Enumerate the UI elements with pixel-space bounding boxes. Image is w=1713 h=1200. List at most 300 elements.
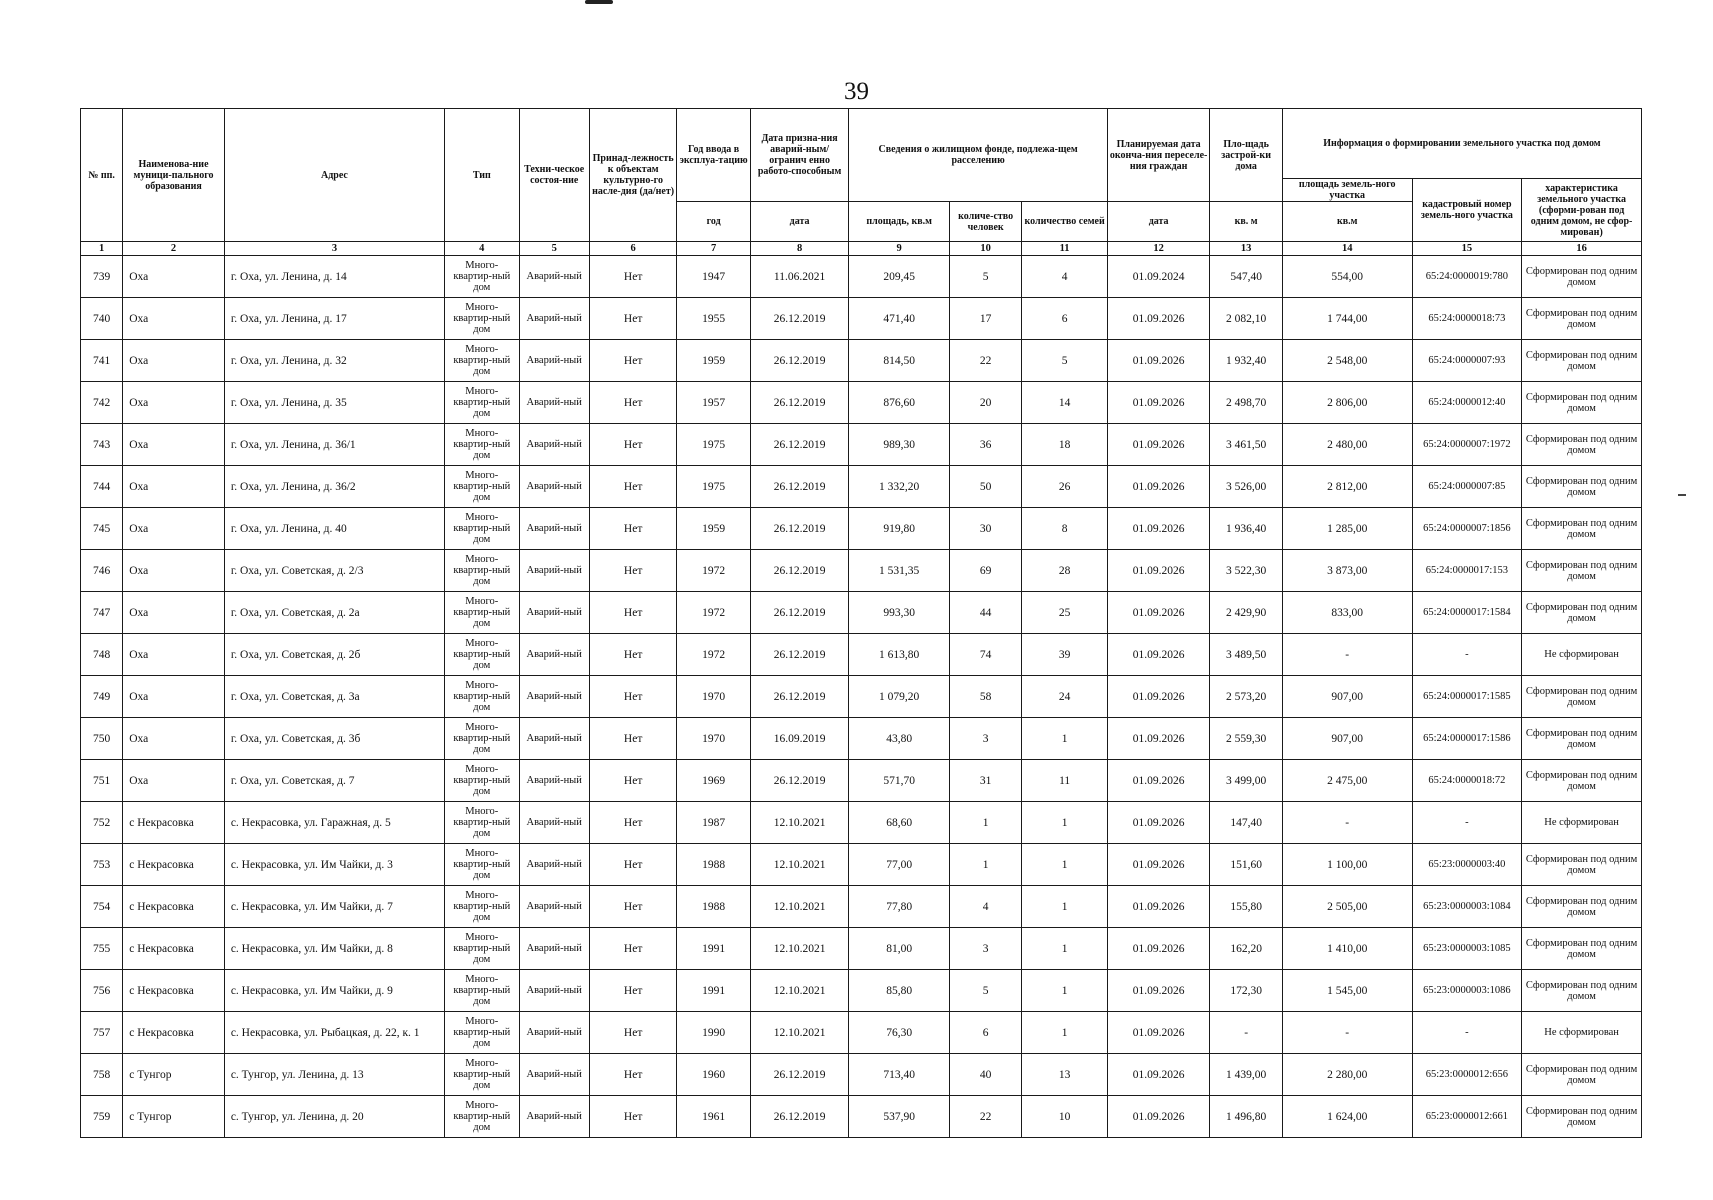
table-row (81, 634, 1642, 676)
built-area-cell: 2 573,20 (1210, 676, 1282, 718)
planned-date-cell: 01.09.2026 (1107, 592, 1210, 634)
housing-area-cell: 43,80 (849, 718, 950, 760)
cadastral-number-cell: 65:23:0000003:1084 (1412, 886, 1522, 928)
table-row (81, 1012, 1642, 1054)
table-row (81, 550, 1642, 592)
column-number: 6 (589, 242, 677, 256)
housing-area-cell: 76,30 (849, 1012, 950, 1054)
cultural-heritage-cell: Нет (589, 970, 677, 1012)
planned-date-cell: 01.09.2026 (1107, 1054, 1210, 1096)
building-type-cell: Много-квартир-ный дом (445, 802, 519, 844)
land-area-cell: 1 285,00 (1282, 508, 1412, 550)
row-number-cell: 744 (81, 466, 123, 508)
municipality-cell: Оха (123, 298, 225, 340)
people-count-cell: 44 (949, 592, 1021, 634)
family-count-cell: 1 (1022, 1012, 1107, 1054)
row-number-cell: 753 (81, 844, 123, 886)
family-count-cell: 4 (1022, 256, 1107, 298)
technical-state-cell: Аварий-ный (519, 844, 589, 886)
header-housing-info: Сведения о жилищном фонде, подлежа-щем расселению (849, 109, 1107, 202)
address-cell: с. Некрасовка, ул. Рыбацкая, д. 22, к. 1 (224, 1012, 444, 1054)
planned-date-cell: 01.09.2026 (1107, 424, 1210, 466)
table-row (81, 970, 1642, 1012)
emergency-date-cell: 26.12.2019 (750, 634, 849, 676)
land-characteristic-cell: Сформирован под одним домом (1522, 592, 1642, 634)
housing-area-cell: 68,60 (849, 802, 950, 844)
people-count-cell: 5 (949, 970, 1021, 1012)
land-area-cell: 2 812,00 (1282, 466, 1412, 508)
land-characteristic-cell: Сформирован под одним домом (1522, 298, 1642, 340)
housing-area-cell: 77,80 (849, 886, 950, 928)
commission-year-cell: 1961 (677, 1096, 750, 1138)
row-number-cell: 749 (81, 676, 123, 718)
housing-area-cell: 713,40 (849, 1054, 950, 1096)
people-count-cell: 58 (949, 676, 1021, 718)
table-row (81, 802, 1642, 844)
municipality-cell: Оха (123, 634, 225, 676)
row-number-cell: 752 (81, 802, 123, 844)
cultural-heritage-cell: Нет (589, 298, 677, 340)
cadastral-number-cell: 65:24:0000019:780 (1412, 256, 1522, 298)
cadastral-number-cell: 65:24:0000007:85 (1412, 466, 1522, 508)
building-type-cell: Много-квартир-ный дом (445, 298, 519, 340)
cultural-heritage-cell: Нет (589, 382, 677, 424)
housing-area-cell: 471,40 (849, 298, 950, 340)
built-area-cell: 3 489,50 (1210, 634, 1282, 676)
row-number-cell: 740 (81, 298, 123, 340)
cultural-heritage-cell: Нет (589, 802, 677, 844)
table-row (81, 676, 1642, 718)
land-characteristic-cell: Сформирован под одним домом (1522, 970, 1642, 1012)
row-number-cell: 746 (81, 550, 123, 592)
housing-area-cell: 1 332,20 (849, 466, 950, 508)
housing-area-cell: 1 613,80 (849, 634, 950, 676)
land-area-cell: 2 475,00 (1282, 760, 1412, 802)
address-cell: г. Оха, ул. Ленина, д. 36/1 (224, 424, 444, 466)
municipality-cell: с Некрасовка (123, 1012, 225, 1054)
cadastral-number-cell: 65:24:0000017:153 (1412, 550, 1522, 592)
row-number-cell: 757 (81, 1012, 123, 1054)
family-count-cell: 11 (1022, 760, 1107, 802)
land-area-cell: 1 624,00 (1282, 1096, 1412, 1138)
land-characteristic-cell: Сформирован под одним домом (1522, 466, 1642, 508)
building-type-cell: Много-квартир-ный дом (445, 634, 519, 676)
cultural-heritage-cell: Нет (589, 634, 677, 676)
header-land-info: Информация о формировании земельного участка под домом (1282, 109, 1641, 179)
land-area-cell: 2 505,00 (1282, 886, 1412, 928)
people-count-cell: 6 (949, 1012, 1021, 1054)
housing-register-table (80, 108, 1642, 1138)
planned-date-cell: 01.09.2026 (1107, 466, 1210, 508)
commission-year-cell: 1970 (677, 676, 750, 718)
emergency-date-cell: 12.10.2021 (750, 928, 849, 970)
family-count-cell: 26 (1022, 466, 1107, 508)
commission-year-cell: 1955 (677, 298, 750, 340)
municipality-cell: с Тунгор (123, 1054, 225, 1096)
land-area-cell: - (1282, 634, 1412, 676)
commission-year-cell: 1988 (677, 844, 750, 886)
land-area-cell: 1 410,00 (1282, 928, 1412, 970)
built-area-cell: 3 499,00 (1210, 760, 1282, 802)
table-row (81, 886, 1642, 928)
column-number: 15 (1412, 242, 1522, 256)
building-type-cell: Много-квартир-ный дом (445, 1012, 519, 1054)
building-type-cell: Много-квартир-ный дом (445, 760, 519, 802)
built-area-cell: 1 439,00 (1210, 1054, 1282, 1096)
housing-area-cell: 571,70 (849, 760, 950, 802)
address-cell: г. Оха, ул. Ленина, д. 40 (224, 508, 444, 550)
row-number-cell: 754 (81, 886, 123, 928)
built-area-cell: 547,40 (1210, 256, 1282, 298)
cadastral-number-cell: - (1412, 634, 1522, 676)
emergency-date-cell: 12.10.2021 (750, 886, 849, 928)
cadastral-number-cell: 65:24:0000017:1584 (1412, 592, 1522, 634)
table-row (81, 1054, 1642, 1096)
column-number: 4 (445, 242, 519, 256)
header-built-area: Пло-щадь застрой-ки дома (1210, 109, 1282, 202)
planned-date-cell: 01.09.2026 (1107, 676, 1210, 718)
land-characteristic-cell: Сформирован под одним домом (1522, 1096, 1642, 1138)
land-characteristic-cell: Сформирован под одним домом (1522, 676, 1642, 718)
emergency-date-cell: 11.06.2021 (750, 256, 849, 298)
municipality-cell: Оха (123, 424, 225, 466)
address-cell: г. Оха, ул. Советская, д. 2а (224, 592, 444, 634)
planned-date-cell: 01.09.2026 (1107, 928, 1210, 970)
built-area-cell: 2 498,70 (1210, 382, 1282, 424)
cadastral-number-cell: 65:24:0000017:1586 (1412, 718, 1522, 760)
table-body (81, 256, 1642, 1138)
column-number: 10 (949, 242, 1021, 256)
header-land-characteristic: характеристика земельного участка (сформи-рован под одним домом, не сфор-мирован) (1522, 179, 1642, 242)
cadastral-number-cell: 65:24:0000007:1856 (1412, 508, 1522, 550)
subheader-people: количе-ство человек (949, 202, 1021, 242)
column-number: 8 (750, 242, 849, 256)
emergency-date-cell: 26.12.2019 (750, 550, 849, 592)
emergency-date-cell: 12.10.2021 (750, 844, 849, 886)
cultural-heritage-cell: Нет (589, 718, 677, 760)
page-number: 39 (844, 78, 869, 105)
emergency-date-cell: 12.10.2021 (750, 1012, 849, 1054)
municipality-cell: с Некрасовка (123, 886, 225, 928)
table-row (81, 466, 1642, 508)
emergency-date-cell: 26.12.2019 (750, 298, 849, 340)
address-cell: г. Оха, ул. Ленина, д. 17 (224, 298, 444, 340)
scan-edge-artifact (1678, 494, 1686, 496)
emergency-date-cell: 26.12.2019 (750, 508, 849, 550)
planned-date-cell: 01.09.2026 (1107, 298, 1210, 340)
address-cell: г. Оха, ул. Советская, д. 2/3 (224, 550, 444, 592)
row-number-cell: 741 (81, 340, 123, 382)
commission-year-cell: 1957 (677, 382, 750, 424)
planned-date-cell: 01.09.2026 (1107, 970, 1210, 1012)
land-characteristic-cell: Сформирован под одним домом (1522, 718, 1642, 760)
address-cell: с. Некрасовка, ул. Им Чайки, д. 9 (224, 970, 444, 1012)
technical-state-cell: Аварий-ный (519, 550, 589, 592)
cultural-heritage-cell: Нет (589, 592, 677, 634)
built-area-cell: 3 461,50 (1210, 424, 1282, 466)
commission-year-cell: 1960 (677, 1054, 750, 1096)
cadastral-number-cell: 65:24:0000012:40 (1412, 382, 1522, 424)
header-cadastral-number: кадастровый номер земель-ного участка (1412, 179, 1522, 242)
address-cell: с. Некрасовка, ул. Им Чайки, д. 7 (224, 886, 444, 928)
housing-area-cell: 989,30 (849, 424, 950, 466)
technical-state-cell: Аварий-ный (519, 1096, 589, 1138)
technical-state-cell: Аварий-ный (519, 802, 589, 844)
cadastral-number-cell: 65:24:0000007:1972 (1412, 424, 1522, 466)
land-area-cell: 2 806,00 (1282, 382, 1412, 424)
built-area-cell: 3 526,00 (1210, 466, 1282, 508)
people-count-cell: 22 (949, 1096, 1021, 1138)
cadastral-number-cell: 65:24:0000018:73 (1412, 298, 1522, 340)
built-area-cell: - (1210, 1012, 1282, 1054)
technical-state-cell: Аварий-ный (519, 1054, 589, 1096)
municipality-cell: Оха (123, 340, 225, 382)
housing-area-cell: 85,80 (849, 970, 950, 1012)
family-count-cell: 1 (1022, 844, 1107, 886)
planned-date-cell: 01.09.2026 (1107, 718, 1210, 760)
family-count-cell: 25 (1022, 592, 1107, 634)
column-number-row (81, 242, 1642, 256)
commission-year-cell: 1959 (677, 508, 750, 550)
planned-date-cell: 01.09.2026 (1107, 760, 1210, 802)
people-count-cell: 3 (949, 928, 1021, 970)
table-row (81, 1096, 1642, 1138)
built-area-cell: 155,80 (1210, 886, 1282, 928)
emergency-date-cell: 26.12.2019 (750, 676, 849, 718)
address-cell: с. Некрасовка, ул. Им Чайки, д. 3 (224, 844, 444, 886)
built-area-cell: 2 082,10 (1210, 298, 1282, 340)
header-cultural-heritage: Принад-лежность к объектам культурно-го насле-дия (да/нет) (589, 109, 677, 242)
address-cell: г. Оха, ул. Советская, д. 2б (224, 634, 444, 676)
building-type-cell: Много-квартир-ный дом (445, 718, 519, 760)
address-cell: с. Некрасовка, ул. Гаражная, д. 5 (224, 802, 444, 844)
built-area-cell: 162,20 (1210, 928, 1282, 970)
emergency-date-cell: 12.10.2021 (750, 970, 849, 1012)
cadastral-number-cell: 65:23:0000012:661 (1412, 1096, 1522, 1138)
housing-area-cell: 814,50 (849, 340, 950, 382)
family-count-cell: 13 (1022, 1054, 1107, 1096)
cadastral-number-cell: 65:24:0000007:93 (1412, 340, 1522, 382)
table-row (81, 592, 1642, 634)
address-cell: г. Оха, ул. Ленина, д. 32 (224, 340, 444, 382)
municipality-cell: Оха (123, 508, 225, 550)
address-cell: с. Некрасовка, ул. Им Чайки, д. 8 (224, 928, 444, 970)
emergency-date-cell: 26.12.2019 (750, 340, 849, 382)
emergency-date-cell: 26.12.2019 (750, 1054, 849, 1096)
row-number-cell: 751 (81, 760, 123, 802)
column-number: 16 (1522, 242, 1642, 256)
housing-area-cell: 209,45 (849, 256, 950, 298)
land-area-cell: 833,00 (1282, 592, 1412, 634)
commission-year-cell: 1991 (677, 970, 750, 1012)
building-type-cell: Много-квартир-ный дом (445, 676, 519, 718)
cultural-heritage-cell: Нет (589, 1096, 677, 1138)
planned-date-cell: 01.09.2026 (1107, 340, 1210, 382)
people-count-cell: 74 (949, 634, 1021, 676)
emergency-date-cell: 26.12.2019 (750, 760, 849, 802)
municipality-cell: Оха (123, 718, 225, 760)
planned-date-cell: 01.09.2026 (1107, 886, 1210, 928)
address-cell: г. Оха, ул. Ленина, д. 14 (224, 256, 444, 298)
cultural-heritage-cell: Нет (589, 508, 677, 550)
header-land-area: площадь земель-ного участка (1282, 179, 1412, 202)
technical-state-cell: Аварий-ный (519, 508, 589, 550)
building-type-cell: Много-квартир-ный дом (445, 886, 519, 928)
people-count-cell: 40 (949, 1054, 1021, 1096)
built-area-cell: 172,30 (1210, 970, 1282, 1012)
column-number: 9 (849, 242, 950, 256)
building-type-cell: Много-квартир-ный дом (445, 1054, 519, 1096)
column-number: 2 (123, 242, 225, 256)
commission-year-cell: 1970 (677, 718, 750, 760)
row-number-cell: 755 (81, 928, 123, 970)
family-count-cell: 18 (1022, 424, 1107, 466)
planned-date-cell: 01.09.2026 (1107, 508, 1210, 550)
header-municipality: Наименова-ние муници-пального образования (123, 109, 225, 242)
subheader-families: количество семей (1022, 202, 1107, 242)
column-number: 14 (1282, 242, 1412, 256)
cultural-heritage-cell: Нет (589, 1012, 677, 1054)
table-row (81, 298, 1642, 340)
people-count-cell: 50 (949, 466, 1021, 508)
address-cell: г. Оха, ул. Ленина, д. 35 (224, 382, 444, 424)
address-cell: г. Оха, ул. Советская, д. 3б (224, 718, 444, 760)
row-number-cell: 758 (81, 1054, 123, 1096)
column-number: 13 (1210, 242, 1282, 256)
people-count-cell: 1 (949, 844, 1021, 886)
land-characteristic-cell: Сформирован под одним домом (1522, 256, 1642, 298)
built-area-cell: 2 429,90 (1210, 592, 1282, 634)
address-cell: с. Тунгор, ул. Ленина, д. 13 (224, 1054, 444, 1096)
people-count-cell: 31 (949, 760, 1021, 802)
family-count-cell: 14 (1022, 382, 1107, 424)
emergency-date-cell: 26.12.2019 (750, 1096, 849, 1138)
row-number-cell: 739 (81, 256, 123, 298)
commission-year-cell: 1988 (677, 886, 750, 928)
housing-area-cell: 81,00 (849, 928, 950, 970)
built-area-cell: 151,60 (1210, 844, 1282, 886)
address-cell: г. Оха, ул. Советская, д. 7 (224, 760, 444, 802)
built-area-cell: 1 932,40 (1210, 340, 1282, 382)
table-row (81, 256, 1642, 298)
technical-state-cell: Аварий-ный (519, 592, 589, 634)
land-area-cell: 1 545,00 (1282, 970, 1412, 1012)
land-characteristic-cell: Сформирован под одним домом (1522, 340, 1642, 382)
municipality-cell: Оха (123, 256, 225, 298)
planned-date-cell: 01.09.2026 (1107, 844, 1210, 886)
commission-year-cell: 1987 (677, 802, 750, 844)
building-type-cell: Много-квартир-ный дом (445, 508, 519, 550)
municipality-cell: с Некрасовка (123, 970, 225, 1012)
family-count-cell: 1 (1022, 718, 1107, 760)
cadastral-number-cell: 65:23:0000012:656 (1412, 1054, 1522, 1096)
people-count-cell: 22 (949, 340, 1021, 382)
building-type-cell: Много-квартир-ный дом (445, 844, 519, 886)
land-characteristic-cell: Сформирован под одним домом (1522, 382, 1642, 424)
column-number: 7 (677, 242, 750, 256)
family-count-cell: 1 (1022, 802, 1107, 844)
municipality-cell: с Некрасовка (123, 928, 225, 970)
cultural-heritage-cell: Нет (589, 1054, 677, 1096)
built-area-cell: 3 522,30 (1210, 550, 1282, 592)
header-type: Тип (445, 109, 519, 242)
cadastral-number-cell: 65:24:0000018:72 (1412, 760, 1522, 802)
people-count-cell: 3 (949, 718, 1021, 760)
built-area-cell: 1 496,80 (1210, 1096, 1282, 1138)
cultural-heritage-cell: Нет (589, 676, 677, 718)
people-count-cell: 30 (949, 508, 1021, 550)
land-area-cell: 554,00 (1282, 256, 1412, 298)
column-number: 11 (1022, 242, 1107, 256)
technical-state-cell: Аварий-ный (519, 298, 589, 340)
header-address: Адрес (224, 109, 444, 242)
housing-area-cell: 993,30 (849, 592, 950, 634)
family-count-cell: 6 (1022, 298, 1107, 340)
technical-state-cell: Аварий-ный (519, 718, 589, 760)
technical-state-cell: Аварий-ный (519, 424, 589, 466)
family-count-cell: 28 (1022, 550, 1107, 592)
building-type-cell: Много-квартир-ный дом (445, 550, 519, 592)
technical-state-cell: Аварий-ный (519, 256, 589, 298)
family-count-cell: 5 (1022, 340, 1107, 382)
table-row (81, 718, 1642, 760)
table-row (81, 424, 1642, 466)
people-count-cell: 36 (949, 424, 1021, 466)
municipality-cell: Оха (123, 592, 225, 634)
commission-year-cell: 1975 (677, 424, 750, 466)
row-number-cell: 745 (81, 508, 123, 550)
header-commission-year: Год ввода в эксплуа-тацию (677, 109, 750, 202)
row-number-cell: 750 (81, 718, 123, 760)
building-type-cell: Много-квартир-ный дом (445, 928, 519, 970)
commission-year-cell: 1959 (677, 340, 750, 382)
land-characteristic-cell: Сформирован под одним домом (1522, 1054, 1642, 1096)
cultural-heritage-cell: Нет (589, 886, 677, 928)
commission-year-cell: 1972 (677, 634, 750, 676)
land-characteristic-cell: Не сформирован (1522, 802, 1642, 844)
column-number: 5 (519, 242, 589, 256)
people-count-cell: 4 (949, 886, 1021, 928)
land-area-cell: 1 744,00 (1282, 298, 1412, 340)
family-count-cell: 39 (1022, 634, 1107, 676)
emergency-date-cell: 26.12.2019 (750, 382, 849, 424)
land-characteristic-cell: Сформирован под одним домом (1522, 550, 1642, 592)
land-characteristic-cell: Сформирован под одним домом (1522, 886, 1642, 928)
built-area-cell: 2 559,30 (1210, 718, 1282, 760)
subheader-date: дата (750, 202, 849, 242)
scan-artifact (585, 0, 613, 4)
technical-state-cell: Аварий-ный (519, 382, 589, 424)
housing-area-cell: 77,00 (849, 844, 950, 886)
technical-state-cell: Аварий-ный (519, 970, 589, 1012)
housing-area-cell: 537,90 (849, 1096, 950, 1138)
municipality-cell: с Тунгор (123, 1096, 225, 1138)
row-number-cell: 759 (81, 1096, 123, 1138)
building-type-cell: Много-квартир-ный дом (445, 970, 519, 1012)
cultural-heritage-cell: Нет (589, 550, 677, 592)
row-number-cell: 742 (81, 382, 123, 424)
table-row (81, 382, 1642, 424)
cadastral-number-cell: 65:23:0000003:1086 (1412, 970, 1522, 1012)
land-characteristic-cell: Не сформирован (1522, 1012, 1642, 1054)
people-count-cell: 5 (949, 256, 1021, 298)
land-area-cell: 2 548,00 (1282, 340, 1412, 382)
cultural-heritage-cell: Нет (589, 928, 677, 970)
building-type-cell: Много-квартир-ный дом (445, 340, 519, 382)
built-area-cell: 147,40 (1210, 802, 1282, 844)
emergency-date-cell: 12.10.2021 (750, 802, 849, 844)
land-area-cell: - (1282, 802, 1412, 844)
